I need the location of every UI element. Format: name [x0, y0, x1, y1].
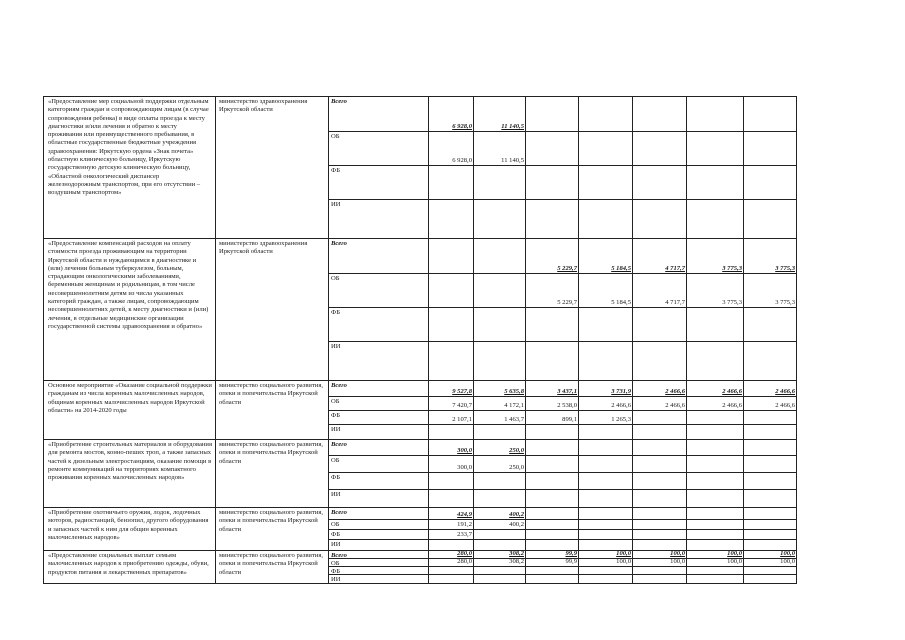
funding-source-label: ФБ	[331, 531, 340, 538]
responsible-executor: министерство социального развития, опеки и попечительства Иркутской области	[216, 381, 329, 440]
amount-value: 4 172,1	[504, 401, 524, 409]
responsible-executor: министерство здравоохранения Иркутской области	[216, 239, 329, 381]
year-value-cell	[687, 97, 744, 239]
funding-source-label: ОБ	[331, 275, 340, 282]
amount-value: 100,0	[727, 549, 742, 557]
amount-value: 100,0	[670, 557, 685, 565]
funding-source-cell	[329, 508, 429, 551]
amount-value: 4 717,7	[665, 264, 685, 272]
year-value-cell	[474, 508, 526, 551]
program-table	[43, 96, 797, 584]
year-value-cell	[687, 239, 744, 381]
funding-source-label: ОБ	[331, 457, 340, 464]
amount-value: 233,7	[457, 530, 472, 538]
amount-value: 3 775,3	[722, 264, 742, 272]
year-value-cell	[633, 551, 687, 584]
activity-description: Основное мероприятие «Оказание социальной поддержки гражданам из числа коренных малочисленных народов, общинам коренных малочисленных народов Иркутской области» на 2014-2020 годы	[44, 381, 216, 440]
table-row	[44, 440, 797, 508]
amount-value: 3 437,1	[557, 387, 577, 395]
year-value-cell	[579, 440, 633, 508]
year-value-cell	[526, 239, 579, 381]
year-value-cell	[687, 551, 744, 584]
funding-source-label: Всего	[331, 382, 347, 389]
amount-value: 300,0	[457, 463, 472, 471]
year-value-cell	[579, 551, 633, 584]
funding-source-cell	[329, 551, 429, 584]
amount-value: 2 466,6	[722, 387, 742, 395]
amount-value: 3 731,9	[611, 387, 631, 395]
year-value-cell	[429, 440, 474, 508]
year-value-cell	[474, 239, 526, 381]
amount-value: 11 140,5	[501, 156, 524, 164]
year-value-cell	[687, 508, 744, 551]
year-value-cell	[687, 381, 744, 440]
amount-value: 300,0	[457, 446, 472, 454]
year-value-cell	[744, 508, 797, 551]
amount-value: 1 265,3	[611, 415, 631, 423]
amount-value: 3 775,3	[775, 298, 795, 306]
year-value-cell	[744, 239, 797, 381]
table-row	[44, 508, 797, 551]
amount-value: 308,2	[509, 557, 524, 565]
funding-source-label: ОБ	[331, 521, 340, 528]
funding-source-label: ИИ	[331, 343, 341, 350]
year-value-cell	[429, 551, 474, 584]
funding-source-label: Всего	[331, 441, 347, 448]
amount-value: 5 184,5	[611, 264, 631, 272]
table-row	[44, 97, 797, 239]
amount-value: 100,0	[670, 549, 685, 557]
amount-value: 99,9	[565, 557, 577, 565]
amount-value: 7 420,7	[452, 401, 472, 409]
responsible-executor: министерство здравоохранения Иркутской области	[216, 97, 329, 239]
activity-description: «Предоставление компенсаций расходов на оплату стоимости проезда проживающим на территории Иркутской области и нуждающимся в диагностике и (или) лечении больным туберкулезом, больным, страдающим онкологическими заболеваниями, беременным женщинам и родильницам, в том числе несовершеннолетним детям из числа указанных категорий граждан, а также лицам, сопровождающим несовершеннолетних детей, к месту диагностики и (или) лечения, в отдельные медицинские организации государственной системы здравоохранения и обратно»	[44, 239, 216, 381]
responsible-executor: министерство социального развития, опеки и попечительства Иркутской области	[216, 440, 329, 508]
amount-value: 2 466,6	[775, 401, 795, 409]
year-value-cell	[474, 551, 526, 584]
funding-source-cell	[329, 381, 429, 440]
amount-value: 3 775,3	[775, 264, 795, 272]
year-value-cell	[579, 239, 633, 381]
year-value-cell	[633, 381, 687, 440]
amount-value: 3 775,3	[722, 298, 742, 306]
funding-source-label: ИИ	[331, 541, 341, 548]
amount-value: 400,2	[509, 510, 524, 518]
funding-source-label: ФБ	[331, 568, 340, 575]
funding-source-cell	[329, 440, 429, 508]
amount-value: 2 466,6	[665, 387, 685, 395]
amount-value: 191,2	[457, 520, 472, 528]
amount-value: 2 538,0	[557, 401, 577, 409]
funding-source-label: ОБ	[331, 560, 340, 567]
year-value-cell	[744, 381, 797, 440]
year-value-cell	[526, 440, 579, 508]
responsible-executor: министерство социального развития, опеки и попечительства Иркутской области	[216, 551, 329, 584]
funding-source-label: ОБ	[331, 398, 340, 405]
amount-value: 5 635,8	[504, 387, 524, 395]
amount-value: 899,1	[562, 415, 577, 423]
year-value-cell	[526, 551, 579, 584]
funding-source-label: ИИ	[331, 426, 341, 433]
year-value-cell	[526, 508, 579, 551]
funding-source-label: Всего	[331, 509, 347, 516]
amount-value: 2 466,6	[611, 401, 631, 409]
amount-value: 308,2	[509, 549, 524, 557]
amount-value: 100,0	[780, 557, 795, 565]
funding-source-label: ФБ	[331, 309, 340, 316]
year-value-cell	[526, 97, 579, 239]
year-value-cell	[744, 551, 797, 584]
year-value-cell	[744, 97, 797, 239]
year-value-cell	[429, 239, 474, 381]
year-value-cell	[633, 97, 687, 239]
responsible-executor: министерство социального развития, опеки и попечительства Иркутской области	[216, 508, 329, 551]
year-value-cell	[633, 239, 687, 381]
year-value-cell	[579, 508, 633, 551]
amount-value: 250,0	[509, 446, 524, 454]
activity-description: «Приобретение охотничьего оружия, лодок, лодочных моторов, радиостанций, бензопил, другого оборудования и запасных частей к ним для общин коренных малочисленных народов»	[44, 508, 216, 551]
amount-value: 100,0	[727, 557, 742, 565]
table-row	[44, 551, 797, 584]
activity-description: «Предоставление мер социальной поддержки отдельным категориям граждан и сопровождающим лицам (в случае сопровождения ребенка) в виде оплаты проезда к месту диагностики и/или лечения и обратно к месту проживания или преимущественного пребывания, в областные государственные бюджетные учреждения здравоохранения: Иркутскую ордена «Знак почета» областную клиническую больницу, Иркутскую государственную детскую клиническую больницу, «Областной онкологический диспансер железнодорожным транспортом, при его отсутствии – воздушным транспортом»	[44, 97, 216, 239]
funding-source-cell	[329, 239, 429, 381]
funding-source-label: ФБ	[331, 167, 340, 174]
amount-value: 2 466,6	[722, 401, 742, 409]
year-value-cell	[474, 440, 526, 508]
amount-value: 6 928,0	[452, 156, 472, 164]
table-row	[44, 381, 797, 440]
amount-value: 1 463,7	[504, 415, 524, 423]
year-value-cell	[579, 381, 633, 440]
amount-value: 9 527,8	[452, 387, 472, 395]
amount-value: 99,9	[565, 549, 577, 557]
amount-value: 5 184,5	[611, 298, 631, 306]
year-value-cell	[474, 381, 526, 440]
amount-value: 400,2	[509, 520, 524, 528]
year-value-cell	[687, 440, 744, 508]
amount-value: 4 717,7	[665, 298, 685, 306]
amount-value: 5 229,7	[557, 264, 577, 272]
year-value-cell	[633, 440, 687, 508]
year-value-cell	[429, 97, 474, 239]
activity-description: «Предоставление социальных выплат семьям малочисленных народов к приобретению одежды, обуви, продуктов питания и лекарственных препаратов»	[44, 551, 216, 584]
funding-source-label: Всего	[331, 98, 347, 105]
funding-source-label: ФБ	[331, 474, 340, 481]
activity-description: «Приобретение строительных материалов и оборудования для ремонта мостов, конно-пеших троп, а также запасных частей к дизельным электростанциям, оказание помощи в ремонте коммуникаций на территориях компактного проживания коренных малочисленных народов»	[44, 440, 216, 508]
funding-source-label: ФБ	[331, 412, 340, 419]
amount-value: 2 466,6	[775, 387, 795, 395]
amount-value: 2 107,1	[452, 415, 472, 423]
amount-value: 280,0	[457, 549, 472, 557]
amount-value: 280,0	[457, 557, 472, 565]
funding-source-cell	[329, 97, 429, 239]
funding-source-label: ИИ	[331, 201, 341, 208]
amount-value: 5 229,7	[557, 298, 577, 306]
amount-value: 100,0	[780, 549, 795, 557]
amount-value: 11 140,5	[501, 122, 524, 130]
year-value-cell	[429, 508, 474, 551]
year-value-cell	[633, 508, 687, 551]
amount-value: 6 928,0	[452, 122, 472, 130]
amount-value: 424,9	[457, 510, 472, 518]
funding-source-label: ОБ	[331, 133, 340, 140]
year-value-cell	[744, 440, 797, 508]
amount-value: 100,0	[616, 557, 631, 565]
table-row	[44, 239, 797, 381]
year-value-cell	[579, 97, 633, 239]
year-value-cell	[474, 97, 526, 239]
funding-source-label: Всего	[331, 552, 347, 559]
amount-value: 2 466,6	[665, 401, 685, 409]
funding-source-label: ИИ	[331, 491, 341, 498]
funding-source-label: ИИ	[331, 576, 341, 583]
funding-source-label: Всего	[331, 240, 347, 247]
year-value-cell	[429, 381, 474, 440]
amount-value: 250,0	[509, 463, 524, 471]
year-value-cell	[526, 381, 579, 440]
amount-value: 100,0	[616, 549, 631, 557]
